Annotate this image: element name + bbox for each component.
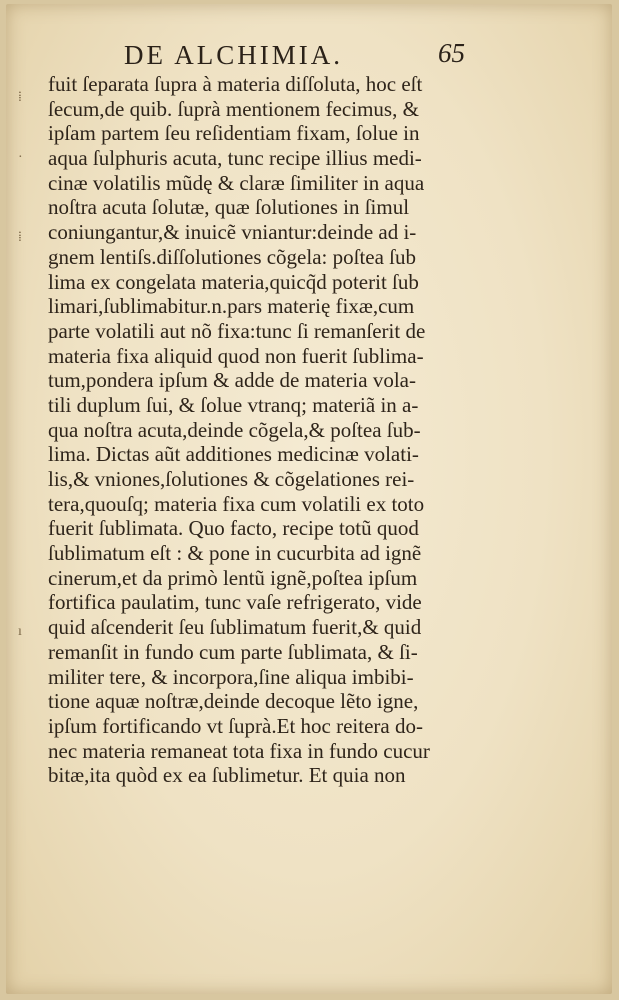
text-line: ipſum fortificando vt ſuprà.Et hoc reitera do- <box>48 713 423 738</box>
text-line: nec materia remaneat tota fixa in fundo cucur <box>48 738 430 763</box>
text-line: noſtra acuta ſolutæ, quæ ſolutiones in ſimul <box>48 195 410 220</box>
text-line: coniungantur,& inuicẽ vniantur:deinde ad i- <box>48 220 417 245</box>
page-number: 65 <box>438 38 465 68</box>
text-line: tum,pondera ipſum & adde de materia vola- <box>48 368 416 393</box>
text-line: tione aquæ noſtræ,deinde decoque lẽto igne, <box>48 689 419 714</box>
text-line: materia fixa aliquid quod non fuerit ſublima- <box>48 343 424 368</box>
margin-mark-icon: · <box>18 150 23 165</box>
text-line: qua noſtra acuta,deinde cõgela,& poſtea ſub- <box>48 417 421 442</box>
body-text <box>48 72 498 788</box>
text-line: tili duplum ſui, & ſolue vtranq; materiã in a- <box>48 392 419 417</box>
text-line: lima ex congelata materia,quicq̃d poterit ſub <box>48 269 419 294</box>
book-page <box>6 4 612 994</box>
text-line: cinerum,et da primò lentũ ignẽ,poſtea ipſum <box>48 565 418 590</box>
text-line: parte volatili aut nõ fixa:tunc ſi remanſerit de <box>48 318 426 343</box>
text-line: gnem lentiſs.diſſolutiones cõgela: poſtea ſub <box>48 244 417 269</box>
text-line: fortifica paulatim, tunc vaſe refrigerato, vide <box>48 590 422 615</box>
text-line: limari,ſublimabitur.n.pars materię fixæ,cum <box>48 294 415 319</box>
text-line: ſublimatum eſt : & pone in cucurbita ad ignẽ <box>48 541 422 566</box>
text-line: fuerit ſublimata. Quo facto, recipe totũ quod <box>48 516 419 541</box>
text-line: quid aſcenderit ſeu ſublimatum fuerit,& quid <box>48 615 422 640</box>
text-line: cinæ volatilis mũdę & claræ ſimiliter in aqua <box>48 170 425 195</box>
text-line: remanſit in fundo cum parte ſublimata, & ſi- <box>48 639 418 664</box>
text-line: fuit ſeparata ſupra à materia diſſoluta, hoc eſt <box>48 72 423 96</box>
margin-mark-icon: ⁞ <box>18 90 22 105</box>
text-line: bitæ,ita quòd ex ea ſublimetur. Et quia non <box>48 763 406 788</box>
text-line: ipſam partem ſeu reſidentiam fixam, ſolue in <box>48 121 420 146</box>
text-line: ſecum,de quib. ſuprà mentionem fecimus, & <box>48 96 419 121</box>
text-line: aqua ſulphuris acuta, tunc recipe illius medi- <box>48 146 422 171</box>
text-line: militer tere, & incorpora,ſine aliqua imbibi- <box>48 664 414 689</box>
text-line: lima. Dictas aũt additiones medicinæ volati- <box>48 442 419 467</box>
text-line: tera,quouſq; materia fixa cum volatili ex toto <box>48 491 425 516</box>
margin-mark-icon: ⁞ <box>18 230 22 245</box>
running-title: DE ALCHIMIA. <box>124 40 343 70</box>
margin-mark-icon: ı <box>18 624 22 639</box>
text-line: lis,& vniones,ſolutiones & cõgelationes rei- <box>48 467 415 491</box>
